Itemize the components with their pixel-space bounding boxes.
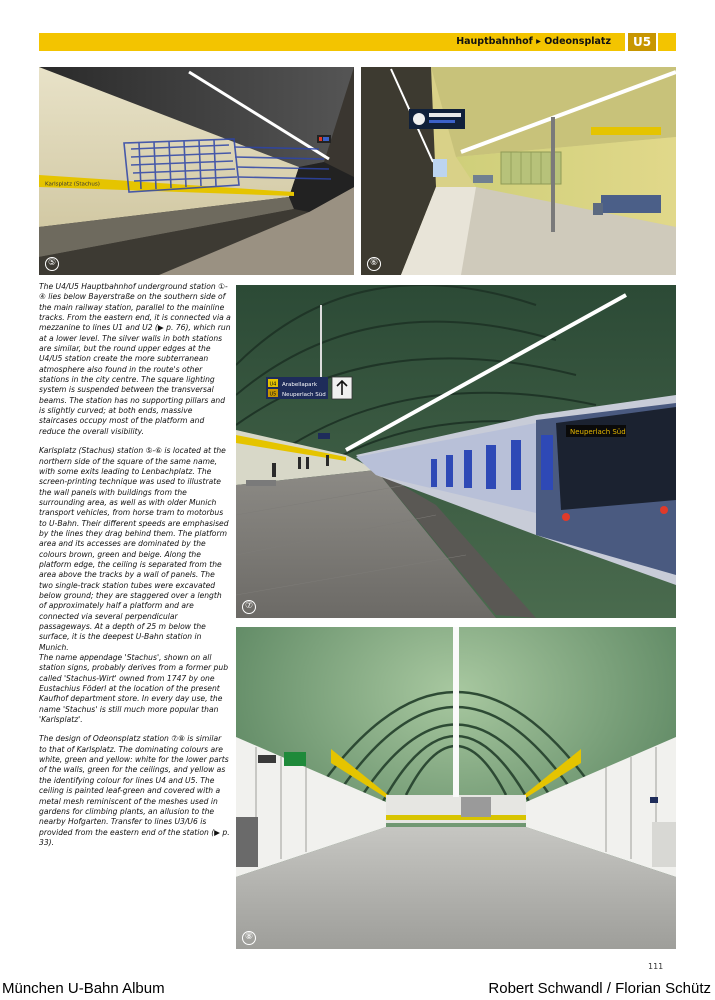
header-bar-end: [658, 33, 676, 51]
article-text: [39, 282, 231, 857]
paragraph-stachus-name: The name appendage 'Stachus', shown on all station signs, probably derives from a former pub called 'Stachus-Wirt' owned from 1747 by one Eustachius Föderl at the location of the present Kaufhof department store. In every day use, the name 'Stachus' is still much more popular than 'Karlsplatz'.: [39, 653, 229, 725]
photo-number-7: ⑦: [242, 600, 256, 614]
train-destination-display: Neuperlach Süd: [570, 428, 626, 436]
photo-karlsplatz-tube: [361, 67, 676, 275]
photo-station-sign: Karlsplatz (Stachus): [45, 181, 100, 188]
line-badge-u5: U5: [628, 33, 656, 51]
photo-karlsplatz-platform: [39, 67, 354, 275]
sign-direction-neuperlach: Neuperlach Süd: [282, 392, 326, 398]
paragraph-karlsplatz: Karlsplatz (Stachus) station ⑤-⑥ is located at the northern side of the square of the same name, with some exits leading to Lenbachplatz. The screen-printing technique was used to illustrate the wall panels with buildings from the surrounding area, as well as with older Munich transport vehicles, from horse tram to motorbus to U-Bahn. Their different speeds are emphasised by the lines they drag behind them. The platform area and its accesses are dominated by the colours brown, green and beige. Along the platform edge, the ceiling is separated from the area above the tracks by a wall of panels. The two single-track station tubes were excavated below ground; they are staggered over a length of approximately half a platform and are connected via several perpendicular passageways. At a depth of 25 m below the surface, it is the deepest U-Bahn station in Munich.: [39, 446, 229, 652]
photo-number-6: ⑥: [367, 257, 381, 271]
header-bar: [39, 33, 625, 51]
sign-badge-u4: U4: [269, 381, 277, 388]
sign-direction-arabellapark: Arabellapark: [282, 382, 318, 388]
photo-number-5: ⑤: [45, 257, 59, 271]
footer-authors: Robert Schwandl / Florian Schütz: [488, 980, 711, 997]
paragraph-odeonsplatz: The design of Odeonsplatz station ⑦⑧ is similar to that of Karlsplatz. The dominating colours are white, green and yellow: white for the lower parts of the walls, green for the ceilings, and yellow as the identifying colour for lines U4 and U5. The ceiling is painted leaf-green and covered with a metal mesh reminiscent of the meshes used in gardens for climbing plants, an allusion to the nearby Hofgarten. Transfer to lines U3/U6 is provided from the eastern end of the station (▶ p. 33).: [39, 734, 230, 847]
paragraph-hauptbahnhof: The U4/U5 Hauptbahnhof underground station ①-④ lies below Bayerstraße on the southern side of the main railway station, parallel to the mainline tracks. From the eastern end, it is connected via a mezzanine to lines U1 and U2 (▶ p. 76), which run at a lower level. The silver walls in both stations are similar, but the round upper edges at the U4/U5 station create the more subterranean atmosphere also found in the route's other stations in the city centre. The square lighting system is suspended between the transversal beams. The station has no supporting pillars and is slightly curved; at both ends, massive staircases occupy most of the platform and reduce the overall visibility.: [39, 282, 231, 436]
page-header-title: Hauptbahnhof ▸ Odeonsplatz: [456, 36, 611, 47]
footer-album-title: München U-Bahn Album: [2, 980, 165, 997]
photo-odeonsplatz-tube: [236, 627, 676, 949]
photo-odeonsplatz-train: [236, 285, 676, 618]
page-number: 111: [648, 962, 664, 971]
sign-badge-u5: U5: [269, 391, 277, 398]
photo-number-8: ⑧: [242, 931, 256, 945]
